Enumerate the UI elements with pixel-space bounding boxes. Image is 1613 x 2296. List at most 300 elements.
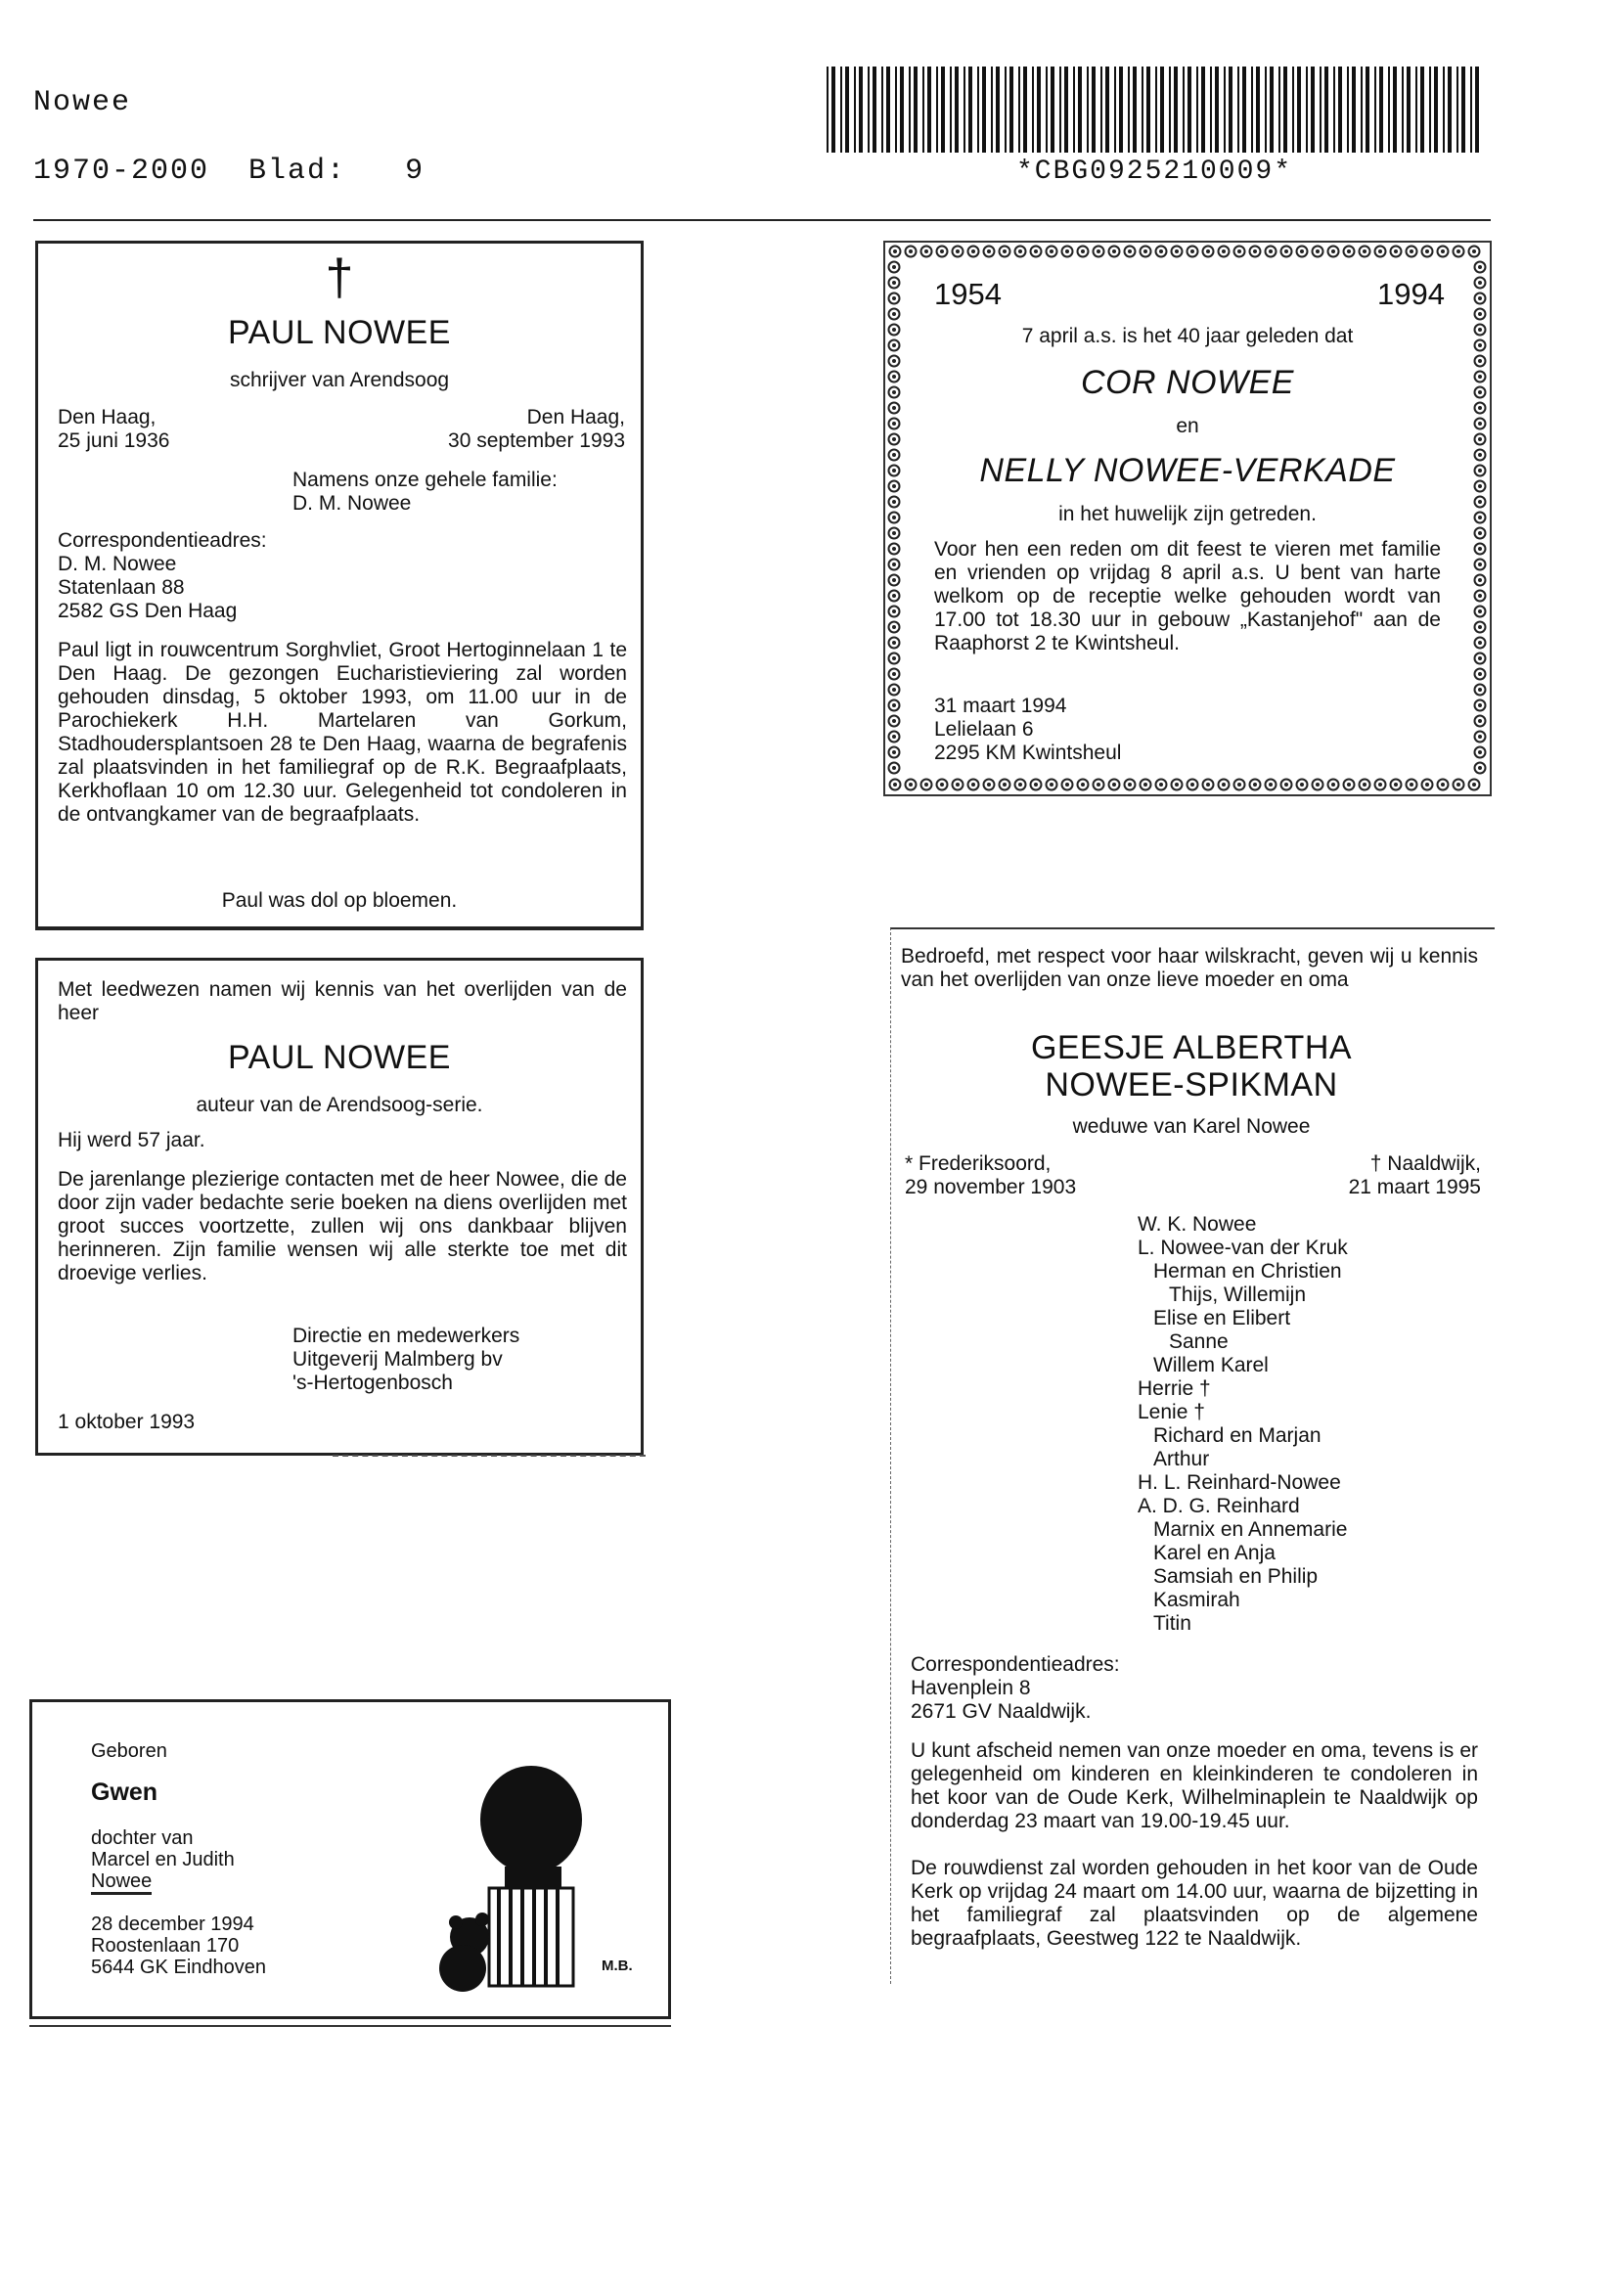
separator-dashes (333, 1455, 646, 1457)
floral-ornament (1203, 247, 1214, 257)
anniversary-body: Voor hen een reden om dit feest te vieren met familie en vrienden op vrijdag 8 april a.s. U bent van harte welkom op de receptie welke gehouden wordt van 17.00 tot 18.30 uur in gebouw „Kastanjehof" aan de Raaphorst 2 te Kwintsheul. (934, 538, 1441, 654)
married-line: in het huwelijk zijn getreden. (1058, 503, 1317, 525)
range-text: 1970-2000 (33, 155, 210, 188)
signature-line: 's-Hertogenbosch (292, 1372, 453, 1394)
floral-ornament (1203, 780, 1214, 790)
floral-ornament (889, 716, 900, 727)
barcode-bar (1306, 67, 1308, 153)
floral-ornament (1475, 638, 1486, 649)
barcode-bar (1105, 67, 1109, 153)
born-place: Den Haag, (58, 406, 157, 428)
floral-ornament (921, 247, 932, 257)
floral-ornament (889, 403, 900, 414)
floral-ornament (1438, 247, 1449, 257)
family-member: Marnix en Annemarie (1153, 1518, 1348, 1541)
deceased-subtitle: auteur van de Arendsoog-serie. (196, 1094, 483, 1116)
floral-ornament (889, 278, 900, 289)
barcode-bar (1366, 67, 1369, 153)
barcode-bar (1420, 67, 1424, 153)
floral-ornament (953, 247, 963, 257)
barcode-bar (1352, 67, 1356, 153)
parent-line: dochter van (91, 1827, 194, 1849)
barcode-bar (1311, 67, 1315, 153)
separator-line (29, 2025, 671, 2027)
barcode-bar (1229, 67, 1232, 153)
floral-ornament (1475, 716, 1486, 727)
family-member: Herman en Christien (1153, 1260, 1342, 1283)
floral-ornament (1187, 247, 1198, 257)
floral-ornament (1047, 247, 1057, 257)
floral-ornament (889, 293, 900, 304)
floral-ornament (1422, 247, 1433, 257)
floral-ornament (968, 780, 979, 790)
barcode-bar (1237, 67, 1239, 153)
floral-ornament (1475, 732, 1486, 743)
barcode-bar (1338, 67, 1342, 153)
barcode-bar (1407, 67, 1411, 153)
barcode-bar (1187, 67, 1191, 153)
floral-ornament (1141, 247, 1151, 257)
died-place: Den Haag, (526, 406, 625, 428)
barcode-bar (1051, 67, 1054, 153)
floral-ornament (1391, 247, 1402, 257)
barcode-bar (1092, 67, 1096, 153)
floral-ornament (937, 247, 948, 257)
address-line: Correspondentieadres: (58, 529, 267, 552)
family-member: Lenie † (1138, 1401, 1205, 1423)
floral-ornament (1015, 780, 1026, 790)
notice-body: De jarenlange plezierige contacten met de heer Nowee, die de door zijn vader bedachte serie boeken na diens overlijden met groot succes voortzette, zullen wij ons dankbaar blijven herinneren. Zijn familie wensen wij alle sterkte toe met dit droevige verlies. (58, 1168, 627, 1284)
floral-ornament (1047, 780, 1057, 790)
address-line: 2671 GV Naaldwijk. (911, 1700, 1092, 1723)
signature-line: Directie en medewerkers (292, 1325, 520, 1347)
floral-ornament (1475, 685, 1486, 696)
family-member: Herrie † (1138, 1377, 1211, 1400)
barcode-bar (950, 67, 952, 153)
floral-ornament (889, 560, 900, 570)
floral-ornament (1438, 780, 1449, 790)
floral-ornament (921, 780, 932, 790)
barcode-bar (886, 67, 890, 153)
family-member: Willem Karel (1153, 1354, 1269, 1376)
barcode-bar (1333, 67, 1335, 153)
birth-city: 5644 GK Eindhoven (91, 1957, 267, 1978)
floral-ornament (1078, 247, 1089, 257)
notice-intro: Met leedwezen namen wij kennis van het overlijden van de heer (58, 978, 627, 1024)
barcode-bar (1073, 67, 1075, 153)
barcode-bar (1324, 67, 1328, 153)
barcode-bar (982, 67, 986, 153)
died-date: 21 maart 1995 (1348, 1176, 1481, 1198)
family-member: Sanne (1169, 1330, 1229, 1353)
floral-ornament (889, 575, 900, 586)
barcode-bar (991, 67, 993, 153)
birth-street: Roostenlaan 170 (91, 1935, 240, 1957)
floral-ornament (1219, 780, 1230, 790)
floral-ornament (889, 732, 900, 743)
floral-ornament (889, 669, 900, 680)
birth-date: 28 december 1994 (91, 1913, 254, 1935)
notice-intro: Bedroefd, met respect voor haar wilskracht, geven wij u kennis van het overlijden van onze lieve moeder en oma (901, 945, 1478, 991)
barcode-bar (1155, 67, 1157, 153)
barcode-bar (1374, 67, 1376, 153)
cross-icon: † (325, 249, 354, 306)
floral-ornament (1062, 247, 1073, 257)
floral-ornament (1281, 780, 1292, 790)
floral-ornament (1475, 591, 1486, 602)
barcode-bar (1023, 67, 1027, 153)
husband-name: COR NOWEE (1081, 364, 1294, 401)
barcode-bar (1283, 67, 1287, 153)
barcode-bar (1018, 67, 1020, 153)
address-line: Statenlaan 88 (58, 576, 185, 599)
deceased-name-2: NOWEE-SPIKMAN (1045, 1066, 1338, 1103)
barcode-bar (1119, 67, 1123, 153)
family-member: H. L. Reinhard-Nowee (1138, 1471, 1341, 1494)
floral-ornament (1141, 780, 1151, 790)
barcode-bar (1393, 67, 1397, 153)
floral-ornament (1475, 763, 1486, 774)
barcode-bar (1251, 67, 1253, 153)
barcode-bar (1100, 67, 1102, 153)
barcode-bar (977, 67, 979, 153)
barcode-bar (1278, 67, 1280, 153)
barcode-bar (1078, 67, 1082, 153)
barcode-bar (1448, 67, 1452, 153)
barcode-bar (854, 67, 856, 153)
family-member: Arthur (1153, 1448, 1210, 1470)
address-line: 31 maart 1994 (934, 695, 1067, 717)
died-place: † Naaldwijk, (1369, 1152, 1481, 1175)
family-member: Kasmirah (1153, 1589, 1240, 1611)
barcode-bar (1059, 67, 1061, 153)
floral-ornament (1454, 247, 1464, 257)
notice-paul-nowee-family (35, 241, 644, 930)
floral-ornament (1250, 780, 1261, 790)
floral-ornament (889, 528, 900, 539)
floral-ornament (1360, 247, 1370, 257)
header-rule (33, 219, 1491, 221)
barcode-bar (909, 67, 911, 153)
floral-ornament (1475, 669, 1486, 680)
barcode-bar (827, 67, 829, 153)
wife-name: NELLY NOWEE-VERKADE (979, 452, 1396, 489)
baby-name: Gwen (91, 1778, 158, 1806)
family-member: W. K. Nowee (1138, 1213, 1257, 1236)
floral-ornament (1078, 780, 1089, 790)
barcode-bar (922, 67, 924, 153)
blad-number: 9 (405, 155, 426, 188)
address-line: Lelielaan 6 (934, 718, 1034, 741)
barcode-bar (1224, 67, 1226, 153)
closing-line: Paul was dol op bloemen. (221, 889, 458, 912)
floral-ornament (889, 638, 900, 649)
floral-ornament (889, 591, 900, 602)
barcode-bar (873, 67, 876, 153)
floral-ornament (1297, 780, 1308, 790)
barcode-bar (1201, 67, 1205, 153)
floral-ornament (906, 247, 917, 257)
born-date: 25 juni 1936 (58, 429, 170, 452)
floral-ornament (984, 247, 995, 257)
floral-ornament (1475, 700, 1486, 711)
floral-ornament (1266, 247, 1277, 257)
signature-line: Uitgeverij Malmberg bv (292, 1348, 503, 1371)
barcode-bar (1443, 67, 1445, 153)
barcode-bar (1270, 67, 1274, 153)
floral-ornament (1475, 622, 1486, 633)
family-member: Elise en Elibert (1153, 1307, 1291, 1329)
family-member: Titin (1153, 1612, 1191, 1635)
barcode-bar (1388, 67, 1390, 153)
barcode-bar (1133, 67, 1137, 153)
floral-ornament (1031, 247, 1042, 257)
floral-ornament (889, 685, 900, 696)
barcode-bar (1128, 67, 1130, 153)
floral-ornament (1328, 247, 1339, 257)
barcode-bar (1456, 67, 1458, 153)
floral-ornament (1000, 247, 1010, 257)
barcode-bar (1210, 67, 1212, 153)
barcode-bar (831, 67, 835, 153)
floral-ornament (1375, 247, 1386, 257)
barcode-bar (996, 67, 1000, 153)
barcode-bar (968, 67, 972, 153)
family-member: Karel en Anja (1153, 1542, 1276, 1564)
birth-label: Geboren (91, 1740, 167, 1762)
barcode (827, 67, 1482, 153)
floral-ornament (1266, 780, 1277, 790)
floral-ornament (1015, 247, 1026, 257)
floral-ornament (1094, 247, 1104, 257)
barcode-bar (936, 67, 938, 153)
deceased-name: PAUL NOWEE (228, 1039, 451, 1076)
family-member: A. D. G. Reinhard (1138, 1495, 1300, 1517)
floral-ornament (889, 262, 900, 273)
floral-ornament (1469, 247, 1480, 257)
barcode-bar (1032, 67, 1034, 153)
floral-ornament (1475, 403, 1486, 414)
deceased-subtitle: schrijver van Arendsoog (229, 369, 450, 391)
floral-ornament (984, 780, 995, 790)
floral-ornament (1475, 653, 1486, 664)
floral-ornament (1454, 780, 1464, 790)
floral-ornament (889, 747, 900, 758)
barcode-bar (1347, 67, 1349, 153)
floral-ornament (1407, 780, 1417, 790)
floral-ornament (1475, 747, 1486, 758)
barcode-bar (1142, 67, 1143, 153)
floral-ornament (1125, 780, 1136, 790)
floral-ornament (889, 653, 900, 664)
floral-ornament (1031, 780, 1042, 790)
barcode-bar (1174, 67, 1178, 153)
floral-ornament (1297, 247, 1308, 257)
condolence-body: U kunt afscheid nemen van onze moeder en oma, tevens is er gelegenheid om kinderen en kleinkinderen te condoleren in het koor van de Oude Kerk, Wilhelminaplein te Naaldwijk op donderdag 23 maart van 19.00-19.45 uur. (911, 1739, 1478, 1832)
barcode-bar (859, 67, 863, 153)
barcode-bar (1292, 67, 1294, 153)
floral-ornament (1360, 780, 1370, 790)
floral-ornament (1000, 780, 1010, 790)
floral-ornament (953, 780, 963, 790)
document-range (33, 155, 425, 188)
floral-ornament (1313, 247, 1323, 257)
barcode-bar (1265, 67, 1267, 153)
floral-ornament (1344, 780, 1355, 790)
floral-ornament (1219, 247, 1230, 257)
barcode-bar (845, 67, 849, 153)
barcode-bar (1064, 67, 1068, 153)
deceased-name-1: GEESJE ALBERTHA (1030, 1029, 1353, 1066)
floral-ornament (1187, 780, 1198, 790)
barcode-bar (1009, 67, 1013, 153)
barcode-bar (840, 67, 842, 153)
floral-ornament (1328, 780, 1339, 790)
barcode-bar (1215, 67, 1219, 153)
floral-ornament (1475, 293, 1486, 304)
barcode-bar (1297, 67, 1301, 153)
barcode-bar (963, 67, 965, 153)
barcode-bar (1434, 67, 1438, 153)
service-body: De rouwdienst zal worden gehouden in het koor van de Oude Kerk op vrijdag 24 maart om 14.00 uur, waarna de bijzetting in het familiegraf zal plaatsvinden op de algemene begraafplaats, Geestweg 122 te Naaldwijk. (911, 1857, 1478, 1950)
address-line: Correspondentieadres: (911, 1653, 1120, 1676)
floral-ornament (1469, 780, 1480, 790)
floral-ornament (1475, 278, 1486, 289)
deceased-name: PAUL NOWEE (228, 314, 451, 351)
barcode-bar (1379, 67, 1383, 153)
barcode-bar (1415, 67, 1417, 153)
floral-ornament (1475, 607, 1486, 617)
notice-birth-gwen (29, 1699, 671, 2019)
barcode-bar (895, 67, 897, 153)
barcode-bar (1402, 67, 1404, 153)
floral-ornament (1475, 575, 1486, 586)
blad-label: Blad: (248, 155, 347, 188)
floral-ornament (889, 607, 900, 617)
barcode-bar (914, 67, 918, 153)
floral-ornament (1250, 247, 1261, 257)
floral-ornament (1062, 780, 1073, 790)
barcode-bar (1114, 67, 1116, 153)
document-name: Nowee (33, 86, 132, 119)
family-member: Richard en Marjan (1153, 1424, 1322, 1447)
notice-body: Paul ligt in rouwcentrum Sorghvliet, Groot Hertoginnelaan 1 te Den Haag. De gezongen Eucharistieviering zal worden gehouden dinsdag, 5 oktober 1993, om 11.00 uur in de Parochiekerk H.H. Martelaren van Gorkum, Stadhoudersplantsoen 28 te Den Haag, waarna de begrafenis zal plaatsvinden in het familiegraf op de R.K. Begraafplaats, Kerkhoflaan 10 om 12.30 uur. Gelegenheid tot condoleren in de ontvangkamer van de begraafplaats. (58, 639, 627, 826)
floral-ornament (1375, 780, 1386, 790)
notice-paul-nowee-publisher (35, 958, 644, 1456)
barcode-bar (1169, 67, 1171, 153)
floral-ornament (1475, 309, 1486, 320)
barcode-bar (1361, 67, 1363, 153)
address-line: 2582 GS Den Haag (58, 600, 238, 622)
floral-ornament (1234, 247, 1245, 257)
floral-ornament (1422, 780, 1433, 790)
artist-initials: M.B. (602, 1958, 633, 1974)
barcode-bar (1256, 67, 1260, 153)
barcode-bar (868, 67, 870, 153)
floral-ornament (1125, 247, 1136, 257)
floral-ornament (1109, 780, 1120, 790)
widow-line: weduwe van Karel Nowee (1072, 1115, 1311, 1138)
barcode-bar (1242, 67, 1246, 153)
barcode-bar (941, 67, 945, 153)
barcode-bar (1461, 67, 1465, 153)
conjunction: en (1176, 415, 1199, 437)
floral-ornament (889, 763, 900, 774)
floral-ornament (1172, 247, 1183, 257)
born-place: * Frederiksoord, (905, 1152, 1052, 1175)
family-member: Samsiah en Philip (1153, 1565, 1319, 1588)
floral-ornament (1281, 247, 1292, 257)
age-line: Hij werd 57 jaar. (58, 1129, 205, 1151)
floral-ornament (890, 780, 901, 790)
barcode-bar (1196, 67, 1198, 153)
floral-ornament (1391, 780, 1402, 790)
barcode-bar (881, 67, 883, 153)
floral-ornament (1407, 247, 1417, 257)
family-member: Thijs, Willemijn (1169, 1283, 1307, 1306)
barcode-bar (1037, 67, 1041, 153)
barcode-bar (1429, 67, 1431, 153)
barcode-bar (1475, 67, 1479, 153)
floral-ornament (889, 309, 900, 320)
barcode-bar (927, 67, 931, 153)
floral-ornament (890, 247, 901, 257)
floral-ornament (906, 780, 917, 790)
year-to: 1994 (1377, 277, 1445, 311)
died-date: 30 september 1993 (448, 429, 625, 452)
address-line: Havenplein 8 (911, 1677, 1031, 1699)
floral-ornament (889, 544, 900, 555)
floral-ornament (937, 780, 948, 790)
parent-line: Marcel en Judith (91, 1849, 235, 1870)
barcode-bar (955, 67, 959, 153)
barcode-bar (1146, 67, 1150, 153)
barcode-bar (1087, 67, 1089, 153)
floral-ornament (1156, 247, 1167, 257)
anniversary-intro: 7 april a.s. is het 40 jaar geleden dat (1021, 325, 1354, 347)
barcode-bar (900, 67, 904, 153)
floral-ornament (1109, 247, 1120, 257)
address-line: D. M. Nowee (58, 553, 177, 575)
barcode-bar (1470, 67, 1472, 153)
barcode-bar (1046, 67, 1048, 153)
floral-ornament (1313, 780, 1323, 790)
born-date: 29 november 1903 (905, 1176, 1077, 1198)
family-line-1: Namens onze gehele familie: (292, 469, 558, 491)
floral-ornament (1094, 780, 1104, 790)
address-line: 2295 KM Kwintsheul (934, 742, 1122, 764)
family-line-2: D. M. Nowee (292, 492, 412, 515)
floral-ornament (1234, 780, 1245, 790)
barcode-bar (1005, 67, 1007, 153)
floral-ornament (889, 700, 900, 711)
floral-ornament (1475, 544, 1486, 555)
floral-ornament (1156, 780, 1167, 790)
notice-anniversary (883, 241, 1492, 796)
parent-line: Nowee (91, 1870, 152, 1895)
floral-ornament (1475, 560, 1486, 570)
notice-geesje-nowee (890, 927, 1495, 1984)
barcode-text: *CBG0925210009* (1015, 157, 1293, 187)
floral-ornament (1172, 780, 1183, 790)
floral-ornament (968, 247, 979, 257)
family-member: L. Nowee-van der Kruk (1138, 1237, 1348, 1259)
barcode-bar (1183, 67, 1185, 153)
floral-ornament (1475, 262, 1486, 273)
barcode-bar (1160, 67, 1164, 153)
year-from: 1954 (934, 277, 1002, 311)
barcode-bar (1320, 67, 1322, 153)
